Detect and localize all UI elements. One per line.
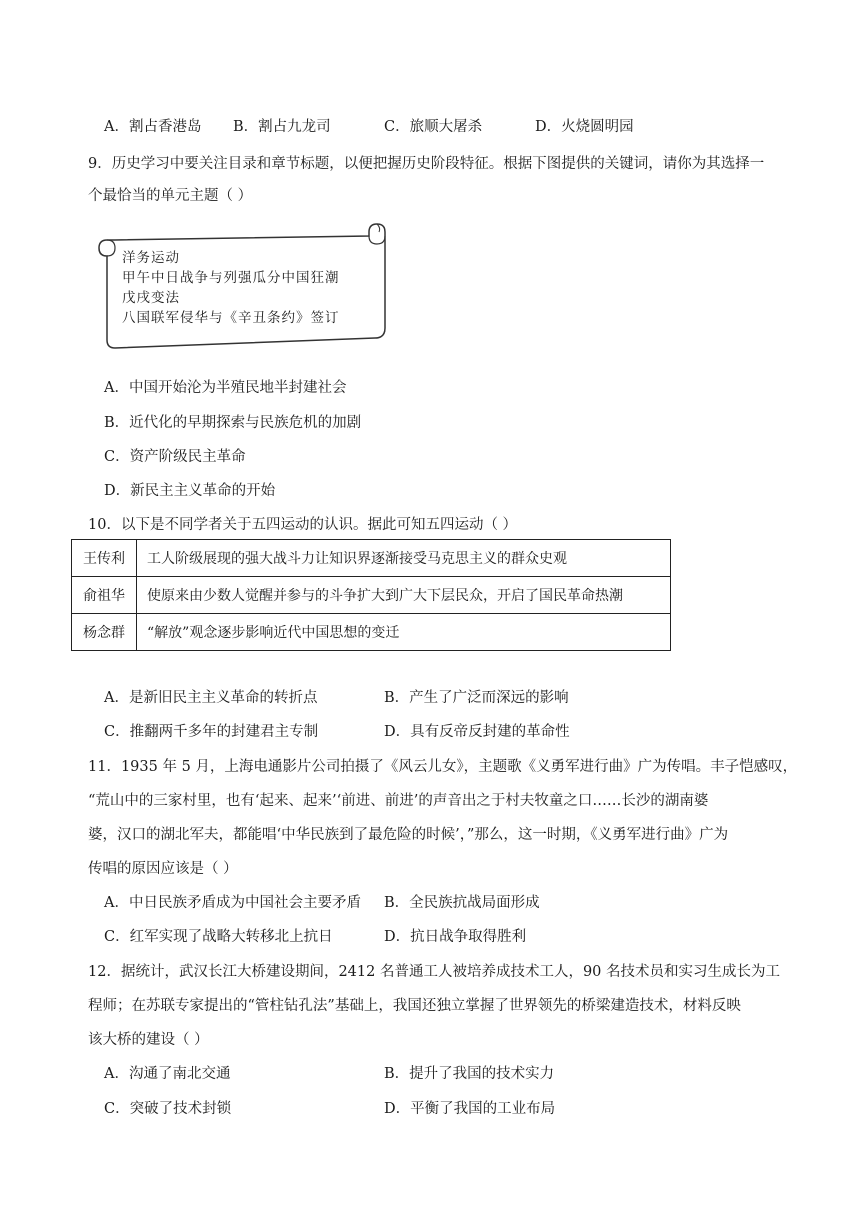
q12-stem-line2: 程师；在苏联专家提出的“管柱钻孔法”基础上，我国还独立掌握了世界领先的桥梁建造技术，材料反映: [88, 998, 741, 1014]
q12-option-d: D．平衡了我国的工业布局: [384, 1101, 556, 1117]
scroll-keywords: [122, 248, 340, 328]
scholar-name: 王传利: [72, 540, 137, 577]
scroll-line-1: 洋务运动: [122, 250, 180, 266]
q8-option-c: C．旅顺大屠杀: [384, 119, 483, 135]
table-row: [72, 540, 671, 577]
q8-option-b: B．割占九龙司: [233, 119, 331, 135]
scroll-line-2: 甲午中日战争与列强瓜分中国狂潮: [122, 270, 340, 286]
q11-stem-line2: “荒山中的三家村里，也有‘起来、起来’‘前进、前进’的声音出之于村夫牧童之口……长沙的湖南婆: [88, 793, 709, 809]
q8-option-a: A．割占香港岛: [104, 119, 202, 135]
q11-option-d: D．抗日战争取得胜利: [384, 929, 527, 945]
q11-option-c: C．红军实现了战略大转移北上抗日: [104, 929, 333, 945]
scholar-name: 杨念群: [72, 614, 137, 651]
q12-stem-line1: 12．据统计，武汉长江大桥建设期间，2412 名普通工人被培养成技术工人，90 名技术员和实习生成长为工: [88, 964, 781, 980]
scholar-view: 使原来由少数人觉醒并参与的斗争扩大到广大下层民众，开启了国民革命热潮: [137, 577, 671, 614]
q12-option-b: B．提升了我国的技术实力: [384, 1066, 555, 1082]
q9-option-c: C．资产阶级民主革命: [104, 449, 246, 465]
q10-option-b: B．产生了广泛而深远的影响: [384, 690, 569, 706]
scholar-view: 工人阶级展现的强大战斗力让知识界逐渐接受马克思主义的群众史观: [137, 540, 671, 577]
table-row: [72, 577, 671, 614]
q9-stem-line2: 个最恰当的单元主题（ ）: [88, 188, 253, 204]
scroll-line-3: 戊戌变法: [122, 290, 180, 306]
q12-option-c: C．突破了技术封锁: [104, 1101, 232, 1117]
scholar-name: 俞祖华: [72, 577, 137, 614]
q12-option-a: A．沟通了南北交通: [104, 1066, 231, 1082]
scroll-line-4: 八国联军侵华与《辛丑条约》签订: [122, 310, 340, 326]
q10-table: [71, 539, 671, 651]
q10-option-d: D．具有反帝反封建的革命性: [384, 724, 570, 740]
scholar-view: “解放”观念逐步影响近代中国思想的变迁: [137, 614, 671, 651]
q9-option-d: D．新民主主义革命的开始: [104, 483, 276, 499]
q10-stem: 10．以下是不同学者关于五四运动的认识。据此可知五四运动（ ）: [88, 517, 518, 533]
q9-option-b: B．近代化的早期探索与民族危机的加剧: [104, 415, 362, 431]
q11-stem-line4: 传唱的原因应该是（ ）: [88, 861, 238, 877]
q8-option-d: D．火烧圆明园: [535, 119, 634, 135]
q11-stem-line1: 11．1935 年 5 月，上海电通影片公司拍摄了《风云儿女》，主题歌《义勇军进行曲》广为传唱。丰子恺感叹，: [88, 759, 798, 775]
table-row: [72, 614, 671, 651]
q12-stem-line3: 该大桥的建设（ ）: [88, 1032, 209, 1048]
q10-option-a: A．是新旧民主主义革命的转折点: [104, 690, 318, 706]
q11-option-b: B．全民族抗战局面形成: [384, 895, 540, 911]
q9-option-a: A．中国开始沦为半殖民地半封建社会: [104, 380, 347, 396]
q10-option-c: C．推翻两千多年的封建君主专制: [104, 724, 319, 740]
q11-option-a: A．中日民族矛盾成为中国社会主要矛盾: [104, 895, 361, 911]
q9-stem-line1: 9．历史学习中要关注目录和章节标题，以便把握历史阶段特征。根据下图提供的关键词，请你为其选择一: [88, 156, 765, 172]
q11-stem-line3: 婆，汉口的湖北军夫，都能唱‘中华民族到了最危险的时候’，”那么，这一时期，《义勇军进行曲》广为: [88, 827, 729, 843]
